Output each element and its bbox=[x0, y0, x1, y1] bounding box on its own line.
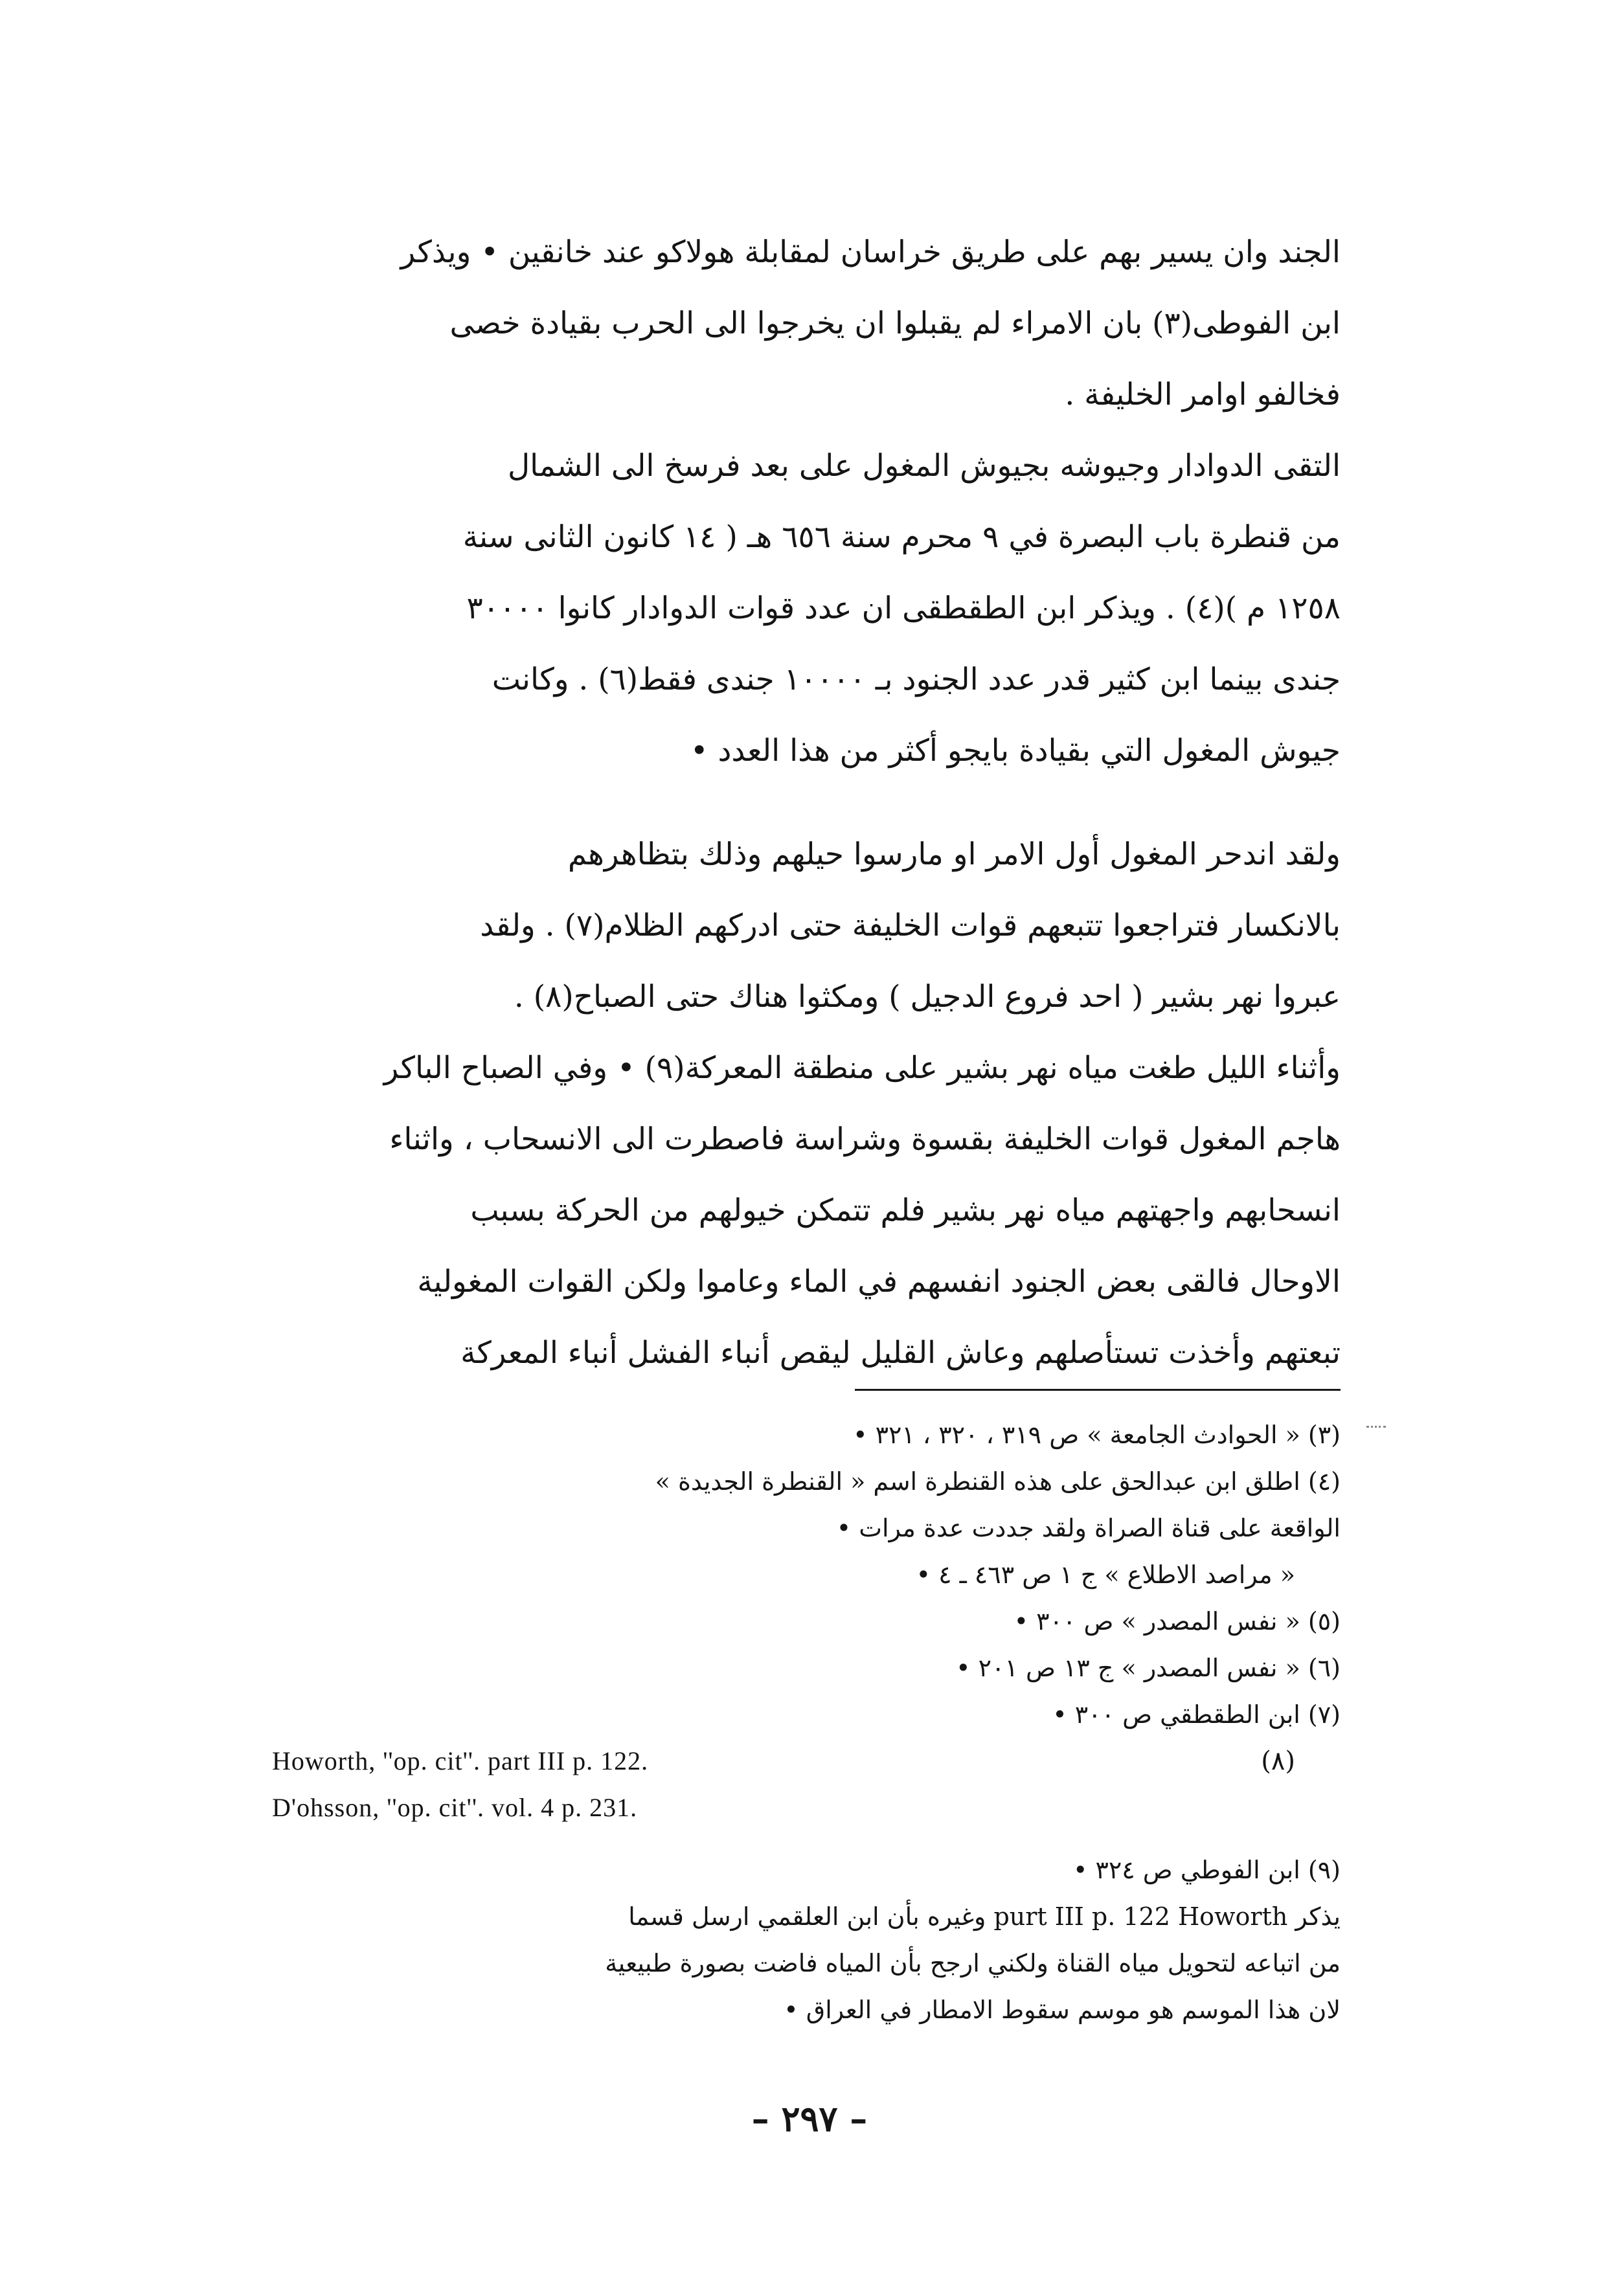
text-line: بالانكسار فتراجعوا تتبعهم قوات الخليفة حتى ادركهم الظلام(٧) . ولقد bbox=[480, 908, 1341, 943]
footnote-8-marker: (٨) bbox=[1261, 1746, 1295, 1776]
footnote-9: (٩) ابن الفوطي ص ٣٢٤ • bbox=[1072, 1856, 1341, 1884]
text-line: ١٢٥٨ م )(٤) . ويذكر ابن الطقطقى ان عدد قوات الدوادار كانوا ٣٠٠٠٠ bbox=[466, 591, 1341, 626]
footnote-5: (٥) « نفس المصدر » ص ٣٠٠ • bbox=[1013, 1607, 1341, 1636]
text-line: جيوش المغول التي بقيادة بايجو أكثر من هذا العدد • bbox=[690, 733, 1341, 769]
footnote-4-source: « مراصد الاطلاع » ج ١ ص ٤٦٣ ـ ٤ • bbox=[916, 1560, 1295, 1589]
text-line: هاجم المغول قوات الخليفة بقسوة وشراسة فاصطرت الى الانسحاب ، واثناء bbox=[389, 1121, 1341, 1157]
footnote-spacer bbox=[272, 1831, 1341, 1847]
footnotes-section bbox=[272, 1412, 1341, 2033]
text-line: ابن الفوطى(٣) بان الامراء لم يقبلوا ان يخرجوا الى الحرب بقيادة خصى bbox=[449, 306, 1341, 341]
footnote-8-reference-1: Howorth, ''op. cit''. part III p. 122. bbox=[272, 1746, 649, 1775]
text-line: وأثناء الليل طغت مياه نهر بشير على منطقة المعركة(٩) • وفي الصباح الباكر bbox=[383, 1050, 1341, 1086]
text-line: جندى بينما ابن كثير قدر عدد الجنود بـ ١٠٠٠٠ جندى فقط(٦) . وكانت bbox=[492, 662, 1341, 697]
margin-mark bbox=[1366, 1426, 1386, 1428]
text-line: تبعتهم وأخذت تستأصلهم وعاش القليل ليقص أنباء الفشل أنباء المعركة bbox=[460, 1335, 1341, 1371]
text-line: من قنطرة باب البصرة في ٩ محرم سنة ٦٥٦ هـ ( ١٤ كانون الثانى سنة bbox=[462, 519, 1341, 555]
body-paragraph-2 bbox=[272, 431, 1341, 787]
footnote-9-continuation: يذكر purt III p. 122 Howorth وغيره بأن ابن العلقمي ارسل قسما bbox=[628, 1902, 1341, 1931]
text-line: انسحابهم واجهتهم مياه نهر بشير فلم تتمكن خيولهم من الحركة بسبب bbox=[470, 1193, 1341, 1228]
body-paragraph-1 bbox=[272, 217, 1341, 431]
text-line: الجند وان يسير بهم على طريق خراسان لمقابلة هولاكو عند خانقين • ويذكر bbox=[400, 234, 1341, 270]
footnote-8 bbox=[272, 1738, 1341, 1784]
text-line: عبروا نهر بشير ( احد فروع الدجيل ) ومكثوا هناك حتى الصباح(٨) . bbox=[514, 979, 1341, 1015]
footnote-6: (٦) « نفس المصدر » ج ١٣ ص ٢٠١ • bbox=[956, 1654, 1341, 1682]
body-paragraph-3 bbox=[272, 819, 1341, 1389]
footnote-9-continuation: من اتباعه لتحويل مياه القناة ولكني ارجح بأن المياه فاضت بصورة طبيعية bbox=[605, 1949, 1341, 1977]
footnote-3: (٣) « الحوادث الجامعة » ص ٣١٩ ، ٣٢٠ ، ٣٢١ • bbox=[853, 1421, 1341, 1449]
text-line: ولقد اندحر المغول أول الامر او مارسوا حيلهم وذلك بتظاهرهم bbox=[567, 837, 1341, 872]
text-line: التقى الدوادار وجيوشه بجيوش المغول على بعد فرسخ الى الشمال bbox=[508, 448, 1341, 484]
page-number: – ٢٩٧ – bbox=[751, 2098, 868, 2139]
footnote-7: (٧) ابن الطقطقي ص ٣٠٠ • bbox=[1052, 1700, 1341, 1729]
footnote-divider bbox=[855, 1389, 1341, 1391]
footnote-4-continuation: الواقعة على قناة الصراة ولقد جددت عدة مرات • bbox=[836, 1514, 1341, 1542]
footnote-9-continuation: لان هذا الموسم هو موسم سقوط الامطار في العراق • bbox=[784, 1996, 1341, 2024]
footnote-8-reference-2: D'ohsson, ''op. cit''. vol. 4 p. 231. bbox=[272, 1793, 638, 1822]
footnote-4: (٤) اطلق ابن عبدالحق على هذه القنطرة اسم « القنطرة الجديدة » bbox=[655, 1467, 1341, 1496]
text-line: فخالفو اوامر الخليفة . bbox=[1065, 377, 1341, 412]
text-line: الاوحال فالقى بعض الجنود انفسهم في الماء وعاموا ولكن القوات المغولية bbox=[417, 1264, 1341, 1300]
